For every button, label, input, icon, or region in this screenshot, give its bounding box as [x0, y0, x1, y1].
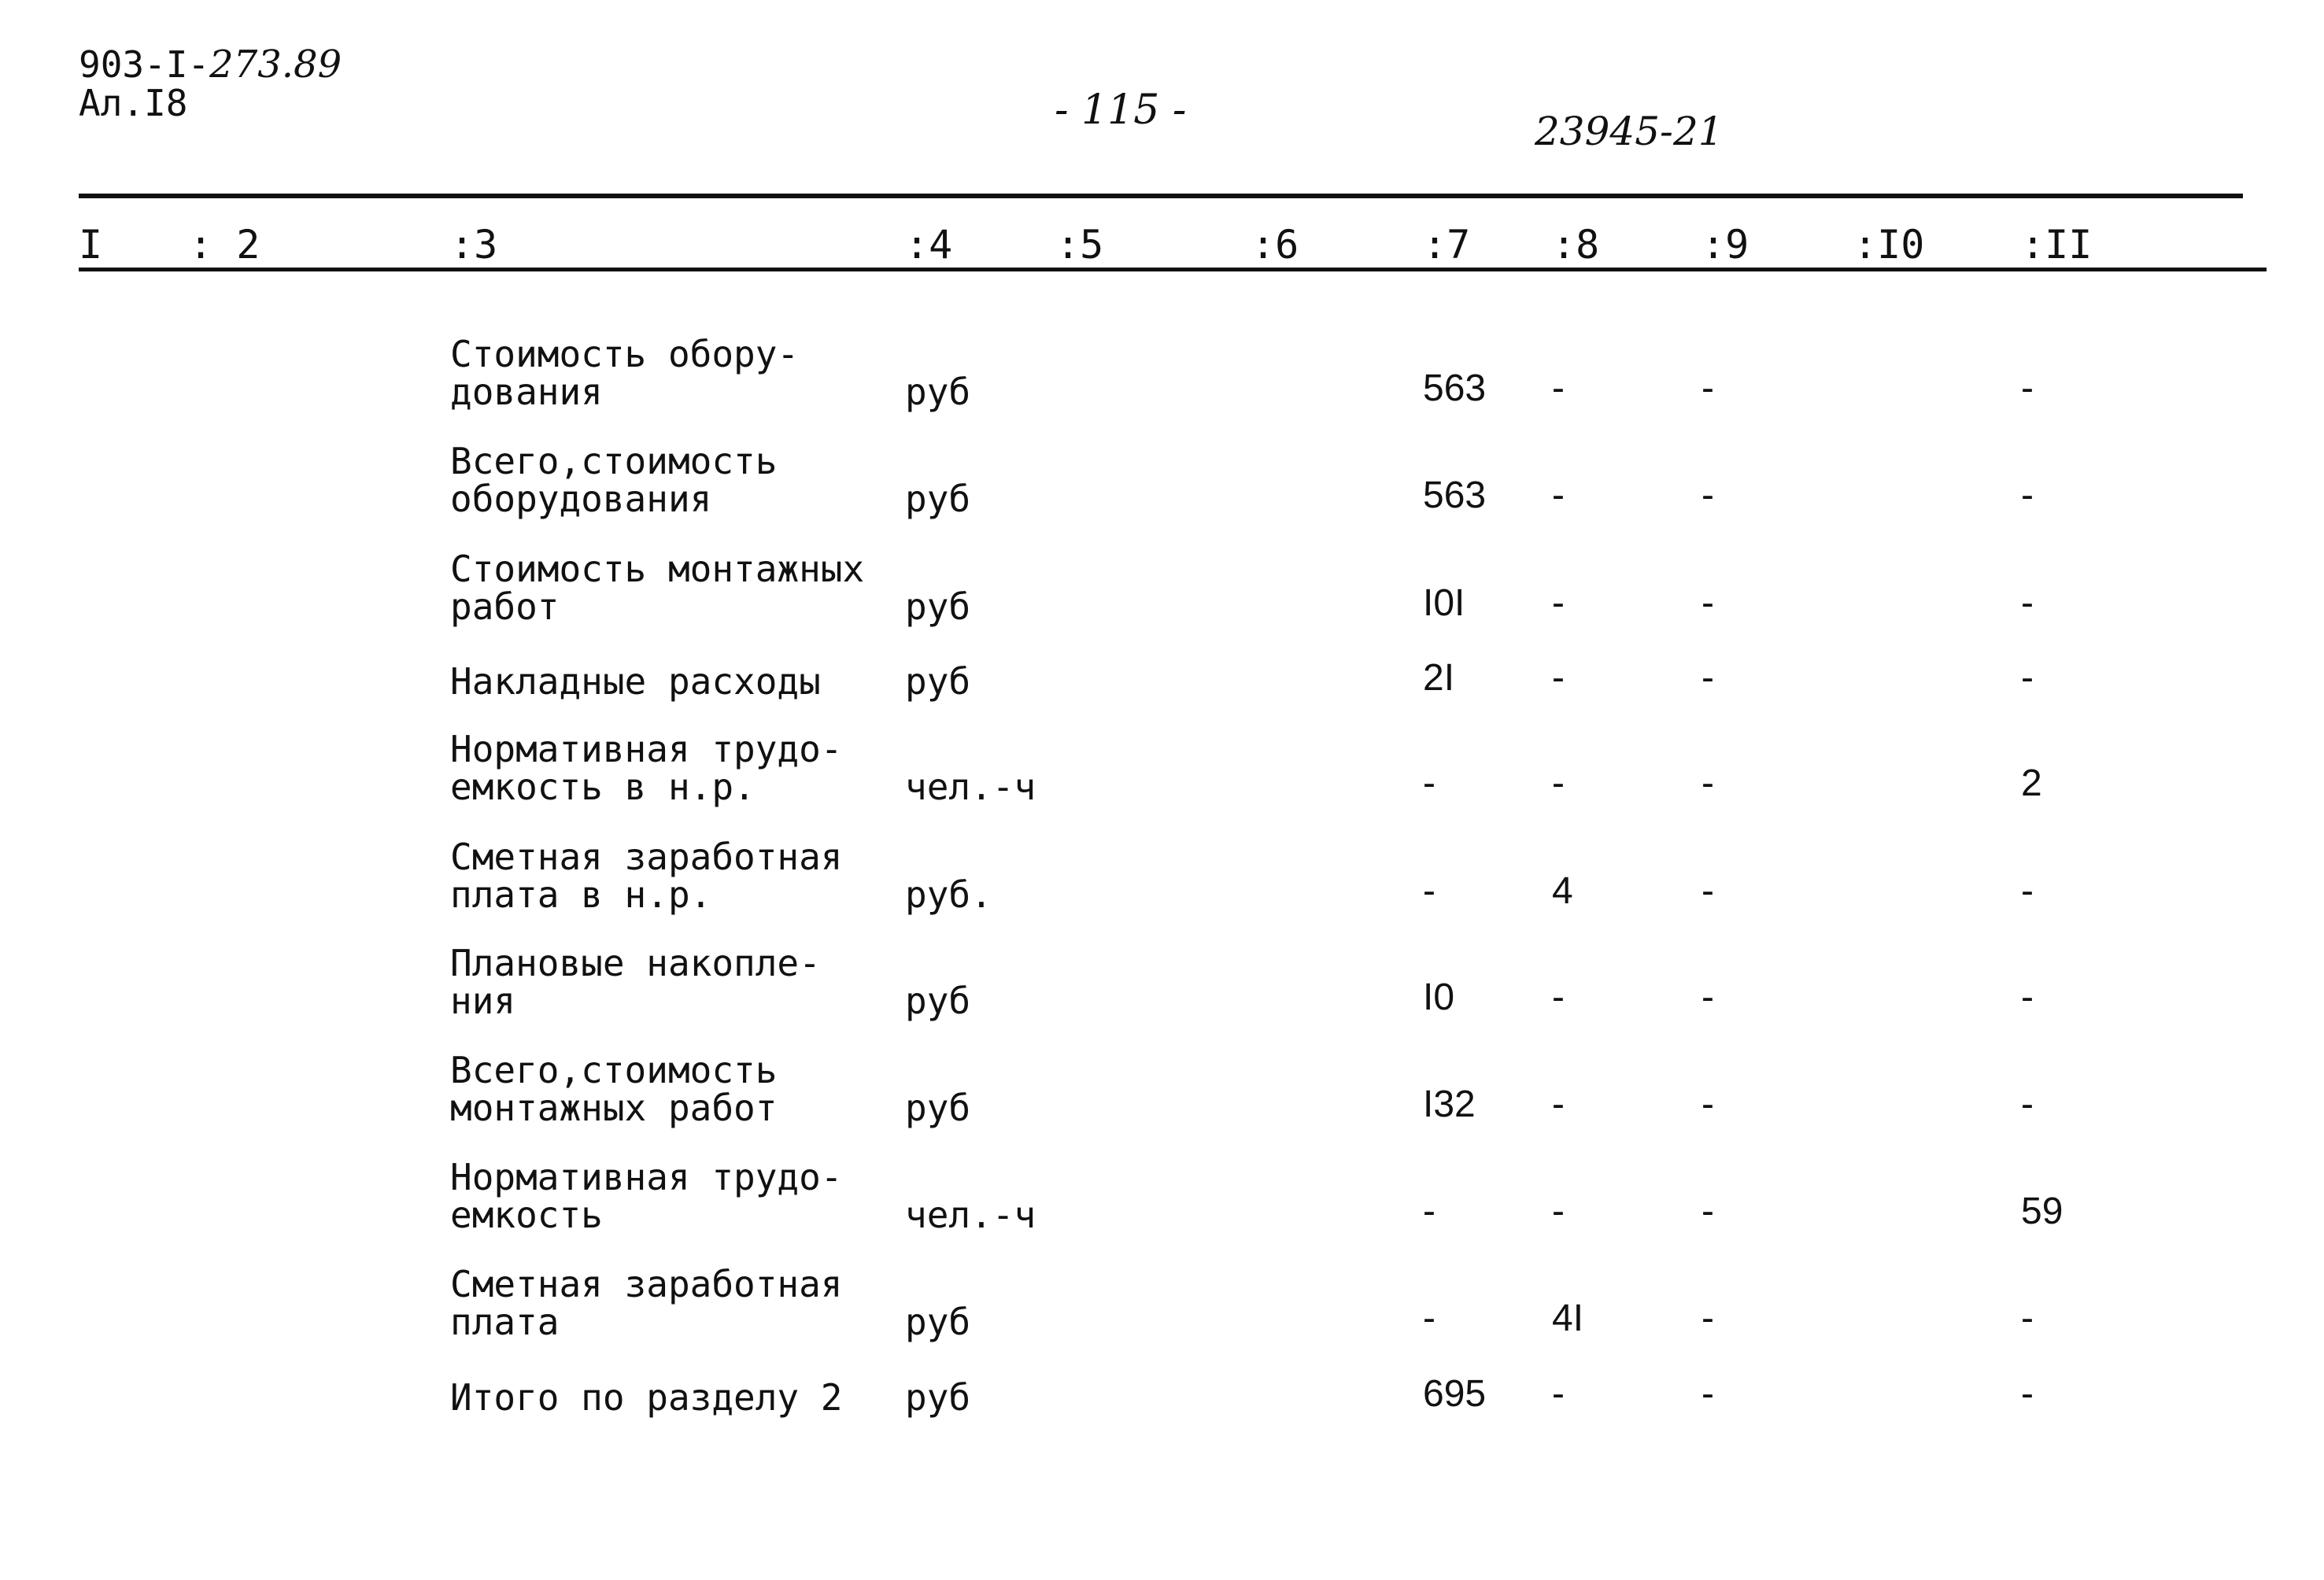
document-code-number: 273.89	[209, 42, 342, 87]
item-unit: руб	[905, 1087, 971, 1129]
item-unit: руб	[905, 1376, 971, 1419]
table-row	[0, 1032, 2324, 1127]
table-row	[0, 316, 2324, 411]
column-number: : 2	[189, 222, 260, 268]
item-unit: руб	[905, 1301, 971, 1343]
cell-col8: -	[1552, 367, 1565, 409]
cell-col9: -	[1701, 1191, 1714, 1232]
cell-col11: -	[2021, 1083, 2034, 1125]
cell-col7: -	[1423, 1191, 1435, 1232]
cell-col9: -	[1701, 1298, 1714, 1339]
cell-col9: -	[1701, 1373, 1714, 1415]
document-code-prefix: 903-I-	[79, 43, 210, 86]
inventory-code: 23945-21	[1535, 109, 1724, 154]
item-unit: руб	[905, 980, 971, 1022]
item-name: Сметная заработная плата	[450, 1263, 843, 1343]
cell-col7: 563	[1423, 474, 1487, 516]
cell-col8: -	[1552, 474, 1565, 516]
cell-col7: -	[1423, 762, 1435, 804]
item-unit: руб.	[905, 873, 992, 916]
item-name: Накладные расходы	[450, 660, 821, 703]
item-name: Нормативная трудо- емкость в н.р.	[450, 728, 843, 808]
cell-col9: -	[1701, 976, 1714, 1018]
cell-col11: -	[2021, 976, 2034, 1018]
table-row	[0, 1139, 2324, 1234]
cell-col9: -	[1701, 657, 1714, 699]
column-number: :5	[1056, 222, 1104, 268]
cell-col8: -	[1552, 762, 1565, 804]
cell-col7: I0I	[1423, 582, 1465, 624]
cell-col9: -	[1701, 367, 1714, 409]
table-row	[0, 925, 2324, 1020]
column-number: :6	[1251, 222, 1299, 268]
table-row	[0, 606, 2324, 703]
cell-col11: 59	[2021, 1191, 2064, 1232]
cell-col11: -	[2021, 870, 2034, 912]
cell-col7: 2I	[1423, 657, 1455, 699]
document-code	[79, 42, 342, 87]
cell-col8: -	[1552, 1191, 1565, 1232]
cell-col7: I32	[1423, 1083, 1476, 1125]
item-unit: руб	[905, 660, 971, 703]
cell-col9: -	[1701, 762, 1714, 804]
table-row-total	[0, 1322, 2324, 1419]
cell-col9: -	[1701, 474, 1714, 516]
cell-col7: 563	[1423, 367, 1487, 409]
item-unit: чел.-ч	[905, 766, 1036, 808]
column-number: :7	[1423, 222, 1471, 268]
column-number: I	[79, 222, 103, 268]
item-unit: чел.-ч	[905, 1194, 1036, 1236]
item-unit: руб	[905, 585, 971, 628]
cell-col11: -	[2021, 1373, 2034, 1415]
cell-col11: -	[2021, 657, 2034, 699]
cell-col8: 4	[1552, 870, 1573, 912]
item-name: Всего,стоимость оборудования	[450, 440, 778, 520]
cell-col7: -	[1423, 870, 1435, 912]
cell-col8: 4I	[1552, 1298, 1584, 1339]
item-name: Всего,стоимость монтажных работ	[450, 1049, 778, 1129]
item-name: Сметная заработная плата в н.р.	[450, 836, 843, 916]
cell-col8: -	[1552, 657, 1565, 699]
cell-col11: -	[2021, 582, 2034, 624]
item-name: Итого по разделу 2	[450, 1376, 843, 1419]
item-unit: руб	[905, 478, 971, 520]
item-name: Стоимость обору- дования	[450, 333, 800, 413]
cell-col9: -	[1701, 1083, 1714, 1125]
cell-col8: -	[1552, 582, 1565, 624]
page-number: - 115 -	[1055, 87, 1187, 134]
header-rule-top	[79, 194, 2243, 198]
item-name: Плановые накопле- ния	[450, 942, 821, 1022]
item-unit: руб	[905, 371, 971, 413]
column-number: :II	[2021, 222, 2093, 268]
cell-col9: -	[1701, 870, 1714, 912]
cell-col11: 2	[2021, 762, 2042, 804]
album-number: Ал.I8	[79, 82, 188, 124]
header-rule-bottom	[79, 268, 2267, 271]
table-row	[0, 711, 2324, 806]
item-name: Нормативная трудо- емкость	[450, 1156, 843, 1236]
table-row	[0, 423, 2324, 518]
cell-col8: -	[1552, 1083, 1565, 1125]
column-number: :8	[1552, 222, 1600, 268]
column-number: :3	[450, 222, 498, 268]
cell-col11: -	[2021, 367, 2034, 409]
column-number: :4	[905, 222, 953, 268]
cell-col11: -	[2021, 474, 2034, 516]
cell-col8: -	[1552, 976, 1565, 1018]
column-number: :I0	[1853, 222, 1925, 268]
cell-col11: -	[2021, 1298, 2034, 1339]
column-number: :9	[1701, 222, 1749, 268]
cell-col7: I0	[1423, 976, 1455, 1018]
item-name: Стоимость монтажных работ	[450, 548, 865, 628]
cell-col7: -	[1423, 1298, 1435, 1339]
cell-col8: -	[1552, 1373, 1565, 1415]
cell-col9: -	[1701, 582, 1714, 624]
cell-col7: 695	[1423, 1373, 1487, 1415]
table-row	[0, 819, 2324, 914]
